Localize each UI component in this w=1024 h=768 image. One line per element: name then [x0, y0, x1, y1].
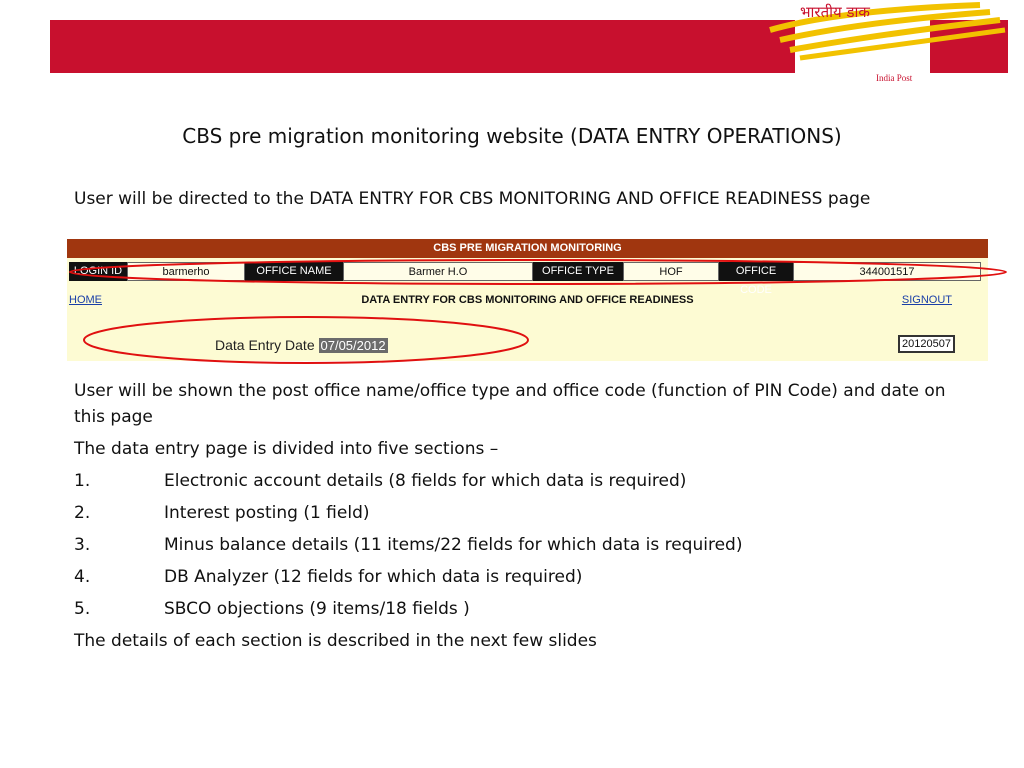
list-number: 5. — [74, 599, 91, 619]
home-link[interactable]: HOME — [69, 294, 102, 306]
list-number: 4. — [74, 567, 91, 587]
intro-text: User will be directed to the DATA ENTRY FOR CBS MONITORING AND OFFICE READINESS page — [74, 189, 871, 209]
sections-intro: The data entry page is divided into five sections – — [74, 439, 499, 459]
logo-hindi-text: भारतीय डाक — [800, 3, 870, 21]
office-name-label: OFFICE NAME — [245, 262, 343, 281]
signout-link[interactable]: SIGNOUT — [901, 294, 952, 306]
office-code-label: OFFICE CODE — [719, 262, 793, 281]
screenshot-subtitle: DATA ENTRY FOR CBS MONITORING AND OFFICE READINESS — [361, 294, 694, 306]
logo-english-text: India Post — [876, 73, 913, 83]
list-item — [74, 468, 974, 494]
office-info-row — [69, 262, 981, 296]
embedded-screenshot — [67, 239, 988, 361]
date-label: Data Entry Date — [215, 337, 315, 353]
login-id-value: barmerho — [127, 262, 245, 281]
list-item — [74, 500, 974, 526]
list-number: 1. — [74, 471, 91, 491]
data-entry-date — [215, 337, 388, 353]
screenshot-header: CBS PRE MIGRATION MONITORING — [67, 239, 988, 258]
list-number: 3. — [74, 535, 91, 555]
date-value: 07/05/2012 — [320, 338, 386, 353]
list-text: DB Analyzer (12 fields for which data is required) — [164, 567, 583, 587]
office-name-value: Barmer H.O — [343, 262, 533, 281]
closing-text: The details of each section is described in the next few slides — [74, 631, 597, 651]
list-text: Electronic account details (8 fields for which data is required) — [164, 471, 687, 491]
list-item — [74, 564, 974, 590]
body-text — [74, 378, 974, 660]
date-code-box: 20120507 — [898, 335, 955, 353]
list-number: 2. — [74, 503, 91, 523]
india-post-logo-icon — [760, 0, 1020, 80]
list-text: Minus balance details (11 items/22 fields for which data is required) — [164, 535, 743, 555]
login-id-label: LOGIN ID — [69, 262, 127, 281]
description-paragraph: User will be shown the post office name/office type and office code (function of PIN Code) and date on this page — [74, 381, 946, 427]
office-code-value: 344001517 — [793, 262, 981, 281]
list-item — [74, 532, 974, 558]
list-item — [74, 596, 974, 622]
office-type-value: HOF — [623, 262, 719, 281]
slide-title: CBS pre migration monitoring website (DATA ENTRY OPERATIONS) — [182, 124, 842, 148]
list-text: SBCO objections (9 items/18 fields ) — [164, 599, 470, 619]
office-type-label: OFFICE TYPE — [533, 262, 623, 281]
list-text: Interest posting (1 field) — [164, 503, 370, 523]
